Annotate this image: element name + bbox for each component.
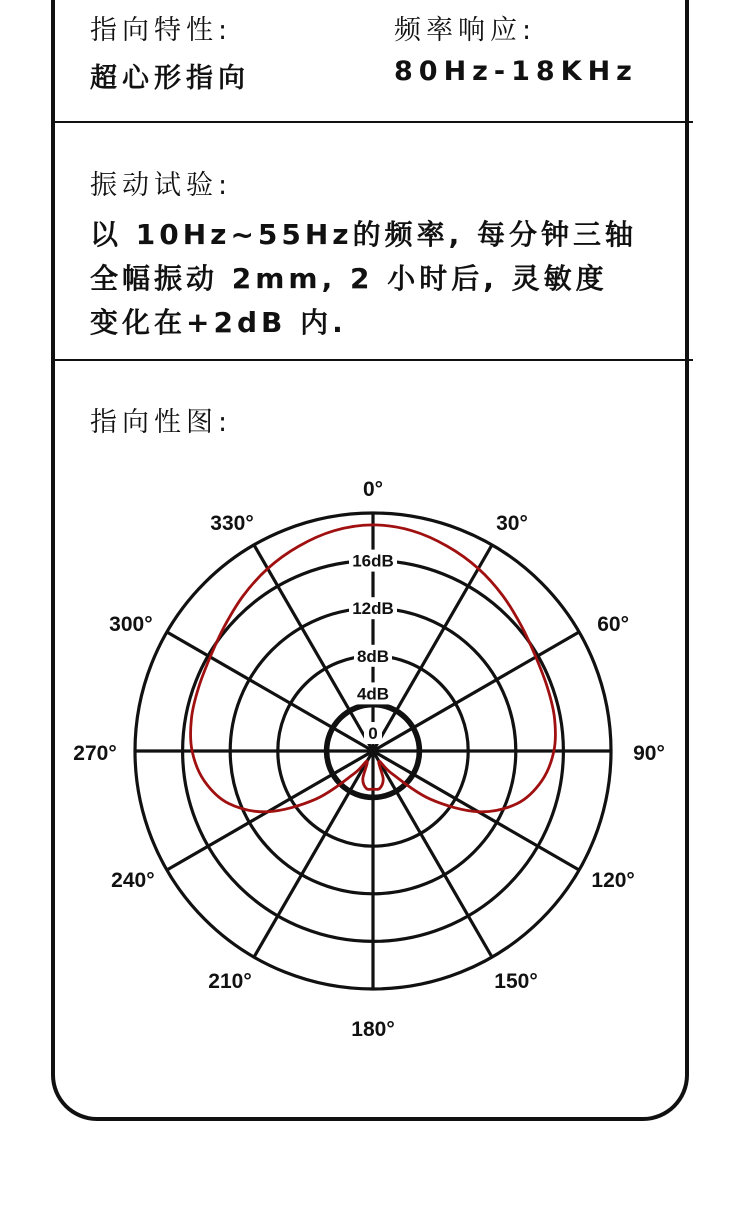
ring-label-1: 4dB [356,684,390,704]
polar-chart-label: 指向性图: [90,407,233,438]
spoke-150 [373,751,492,957]
frequency-label: 频率响应: [394,15,537,46]
ring-label-3: 12dB [352,599,394,619]
vibration-line-3: 变化在+2dB 内. [90,306,347,339]
ring-label-4: 16dB [352,551,394,571]
angle-label-300: 300° [109,613,153,636]
angle-label-60: 60° [597,613,629,636]
ring-label-2: 8dB [356,646,390,666]
frequency-value: 80Hz-18KHz [394,56,638,87]
angle-label-180: 180° [351,1018,395,1041]
angle-label-0: 0° [362,478,384,501]
angle-label-240: 240° [111,869,155,892]
angle-label-270: 270° [73,742,117,765]
polar-pattern-label: 指向特性: [90,15,233,46]
ring-label-0: 0 [368,724,378,743]
vibration-line-2: 全幅振动 2mm, 2 小时后, 灵敏度 [90,262,608,295]
angle-label-150: 150° [494,970,538,994]
angle-label-30: 30° [496,511,528,535]
spoke-210 [254,751,373,957]
vibration-line-1: 以 10Hz~55Hz的频率, 每分钟三轴 [90,218,637,251]
angle-label-90: 90° [633,742,665,765]
vibration-label: 振动试验: [90,170,233,201]
angle-label-120: 120° [591,869,635,892]
angle-label-330: 330° [210,511,254,535]
polar-pattern-value: 超心形指向 [90,63,250,94]
angle-label-210: 210° [208,970,252,994]
